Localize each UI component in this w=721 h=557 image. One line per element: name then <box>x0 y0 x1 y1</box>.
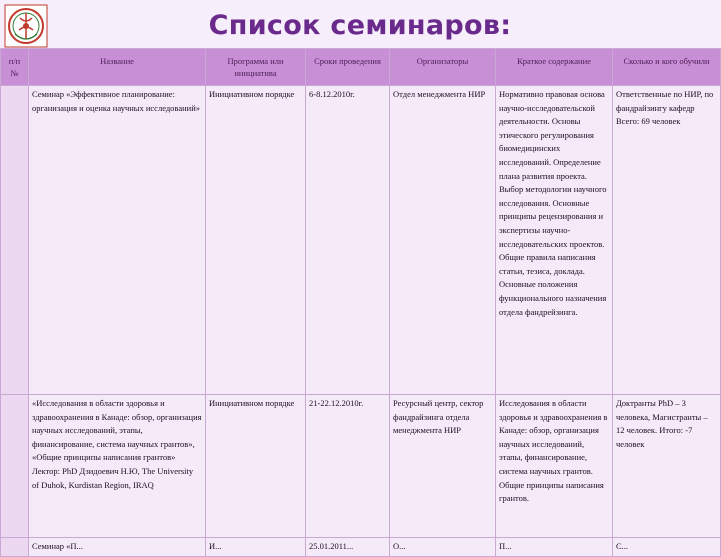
table-row <box>1 395 721 538</box>
cell-num <box>1 538 29 557</box>
cell-num <box>1 395 29 538</box>
cell-dates: 6-8.12.2010г. <box>306 86 390 395</box>
column-header-trained: Сколько и кого обучили <box>613 49 721 86</box>
cell-program: Инициативном порядке <box>206 395 306 538</box>
cell-summary: Исследования в области здоровья и здравоохранения в Канаде: обзор, организация научных исследований, этапы, финансирование, система научных грантов. Общие принципы написания грантов. <box>496 395 613 538</box>
cell-name: Семинар «Эффективное планирование: организация и оценка научных исследований» <box>29 86 206 395</box>
column-header-summary: Краткое содержание <box>496 49 613 86</box>
cell-program: И... <box>206 538 306 557</box>
table-header-row <box>1 49 721 86</box>
page-title: Список семинаров: <box>208 10 512 41</box>
cell-trained: Ответственные по НИР, по фандрайзингу кафедр Всего: 69 человек <box>613 86 721 395</box>
cell-summary: Нормативно правовая основа научно-исследовательской деятельности. Основы этического регулирования биомедицинских исследований. Определение плана развития проекта. Выбор методологии научного исследования. Основные принципы рецензирования и экспертизы научно-исследовательских проектов. Общие правила написания статьи, тезиса, доклада. Основные положения функционального назначения отдела фандрейзинга. <box>496 86 613 395</box>
cell-name: «Исследования в области здоровья и здравоохранения в Канаде: обзор, организация научных исследований, этапы, финансирование, система научных грантов», «Общие принципы написания грантов» Лектор: PhD Дзидоевич Н.Ю, The University of Duhok, Kurdistan Region, IRAQ <box>29 395 206 538</box>
seminars-table-container <box>0 48 720 551</box>
table-row <box>1 538 721 557</box>
cell-organizers: Отдел менеджмента НИР <box>390 86 496 395</box>
column-header-name: Название <box>29 49 206 86</box>
cell-trained: С... <box>613 538 721 557</box>
column-header-program: Программа или инициатива <box>206 49 306 86</box>
seminars-table <box>0 48 721 557</box>
cell-program: Инициативном порядке <box>206 86 306 395</box>
cell-organizers: О... <box>390 538 496 557</box>
table-row <box>1 86 721 395</box>
cell-dates: 25.01.2011... <box>306 538 390 557</box>
cell-name: Семинар «П... <box>29 538 206 557</box>
cell-organizers: Ресурсный центр, сектор фандрайзинга отдела менеджмента НИР <box>390 395 496 538</box>
column-header-dates: Сроки проведения <box>306 49 390 86</box>
cell-summary: П... <box>496 538 613 557</box>
column-header-organizers: Организаторы <box>390 49 496 86</box>
cell-num <box>1 86 29 395</box>
cell-dates: 21-22.12.2010г. <box>306 395 390 538</box>
cell-trained: Доктранты PhD – 3 человека, Магистранты – 12 человек. Итого: -7 человек <box>613 395 721 538</box>
column-header-num: п/п № <box>1 49 29 86</box>
